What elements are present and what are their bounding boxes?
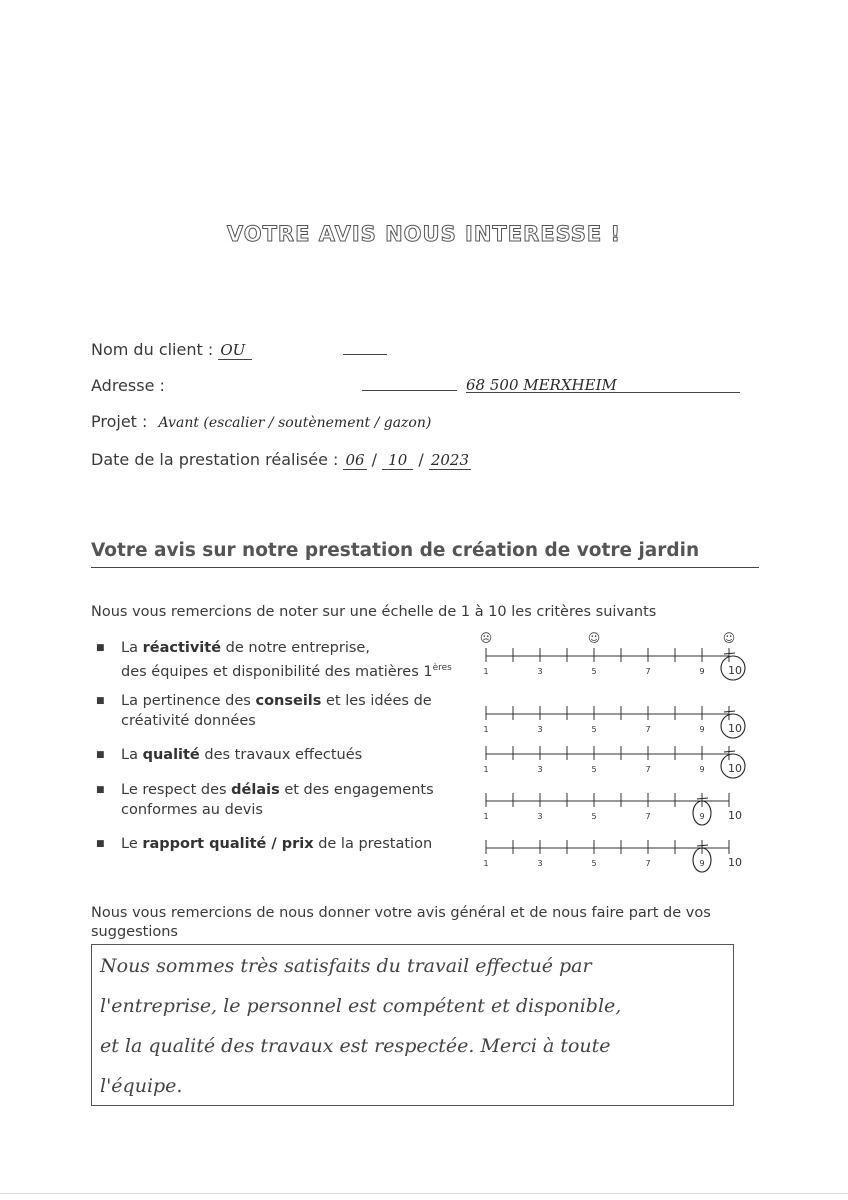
scale-tick-label: 3	[537, 812, 543, 821]
bullet-icon: ■	[96, 785, 105, 795]
date-year: 2023	[430, 451, 470, 469]
comment-line: Nous sommes très satisfaits du travail effectué par	[100, 955, 592, 977]
address-row	[91, 376, 165, 395]
date-day: 06	[345, 451, 365, 469]
general-prompt: Nous vous remercions de nous donner votre avis général et de nous faire part de vos suggestions	[91, 905, 711, 940]
scale-tick-label: 1	[483, 667, 489, 676]
scale-tick-label: 10	[728, 809, 742, 822]
score-mark	[697, 798, 708, 799]
scale-tick-label: 7	[645, 667, 651, 676]
scale-tick-label: 9	[699, 725, 705, 734]
client-name-value: OU	[218, 341, 252, 360]
bullet-icon: ■	[96, 643, 105, 653]
rating-intro: Nous vous remercions de noter sur une échelle de 1 à 10 les critères suivants	[91, 604, 657, 620]
scale-tick-label: 10	[728, 664, 742, 677]
comment-line: l'entreprise, le personnel est compétent et disponible,	[100, 995, 622, 1017]
date-row: Date de la prestation réalisée : 06 / 10 / 2023	[91, 450, 470, 469]
comment-line: l'équipe.	[100, 1075, 183, 1097]
scale-tick-label: 3	[537, 725, 543, 734]
scale-tick-label: 10	[728, 722, 742, 735]
address-value: 68 500 MERXHEIM	[466, 376, 617, 394]
scale-tick-label: 9	[699, 812, 705, 821]
scale-tick-label: 1	[483, 725, 489, 734]
scale-tick-label: 5	[591, 859, 597, 868]
project-label: Projet :	[91, 412, 148, 431]
scale-tick-label: 5	[591, 725, 597, 734]
smiley-face-icon: ☹	[479, 631, 493, 645]
comment-text	[100, 946, 725, 1106]
scale-tick-label: 3	[537, 859, 543, 868]
date-label: Date de la prestation réalisée :	[91, 450, 339, 469]
section-title: Votre avis sur notre prestation de création de votre jardin	[91, 540, 700, 561]
bullet-icon: ■	[96, 750, 105, 760]
section-divider	[91, 567, 759, 568]
scale-tick-label: 1	[483, 765, 489, 774]
scale-tick-label: 10	[728, 856, 742, 869]
address-blank	[362, 390, 457, 391]
smiley-face-icon: ☺	[587, 631, 601, 645]
date-month: 10	[382, 451, 413, 470]
scale-tick-label: 3	[537, 765, 543, 774]
project-value: Avant (escalier / soutènement / gazon)	[158, 415, 432, 431]
address-underline	[466, 392, 740, 393]
scale-tick-label: 7	[645, 859, 651, 868]
bullet-icon: ■	[96, 696, 105, 706]
scale-tick-label: 5	[591, 812, 597, 821]
scale-tick-label: 9	[699, 859, 705, 868]
scale-tick-label: 7	[645, 725, 651, 734]
comment-line: et la qualité des travaux est respectée. Merci à toute	[100, 1035, 611, 1057]
scale-tick-label: 7	[645, 812, 651, 821]
scale-tick-label: 9	[699, 667, 705, 676]
address-label: Adresse :	[91, 376, 165, 395]
scale-tick-label: 9	[699, 765, 705, 774]
project-row	[91, 412, 431, 431]
scale-tick-label: 3	[537, 667, 543, 676]
client-name-row	[91, 340, 387, 360]
score-mark	[724, 751, 735, 752]
score-mark	[724, 711, 735, 712]
scale-tick-label: 1	[483, 859, 489, 868]
scale-tick-label: 1	[483, 812, 489, 821]
scale-tick-label: 7	[645, 765, 651, 774]
scale-tick-label: 10	[728, 762, 742, 775]
page-title: VOTRE AVIS NOUS INTERESSE !	[226, 222, 622, 246]
scale-tick-label: 5	[591, 667, 597, 676]
score-mark	[697, 845, 708, 846]
scan-edge	[0, 1193, 848, 1194]
client-name-label: Nom du client :	[91, 340, 214, 359]
rating-scales	[476, 630, 766, 880]
scale-tick-label: 5	[591, 765, 597, 774]
smiley-face-icon: ☺	[722, 631, 736, 645]
score-mark	[724, 653, 735, 654]
client-name-blank	[343, 354, 387, 355]
bullet-icon: ■	[96, 839, 105, 849]
